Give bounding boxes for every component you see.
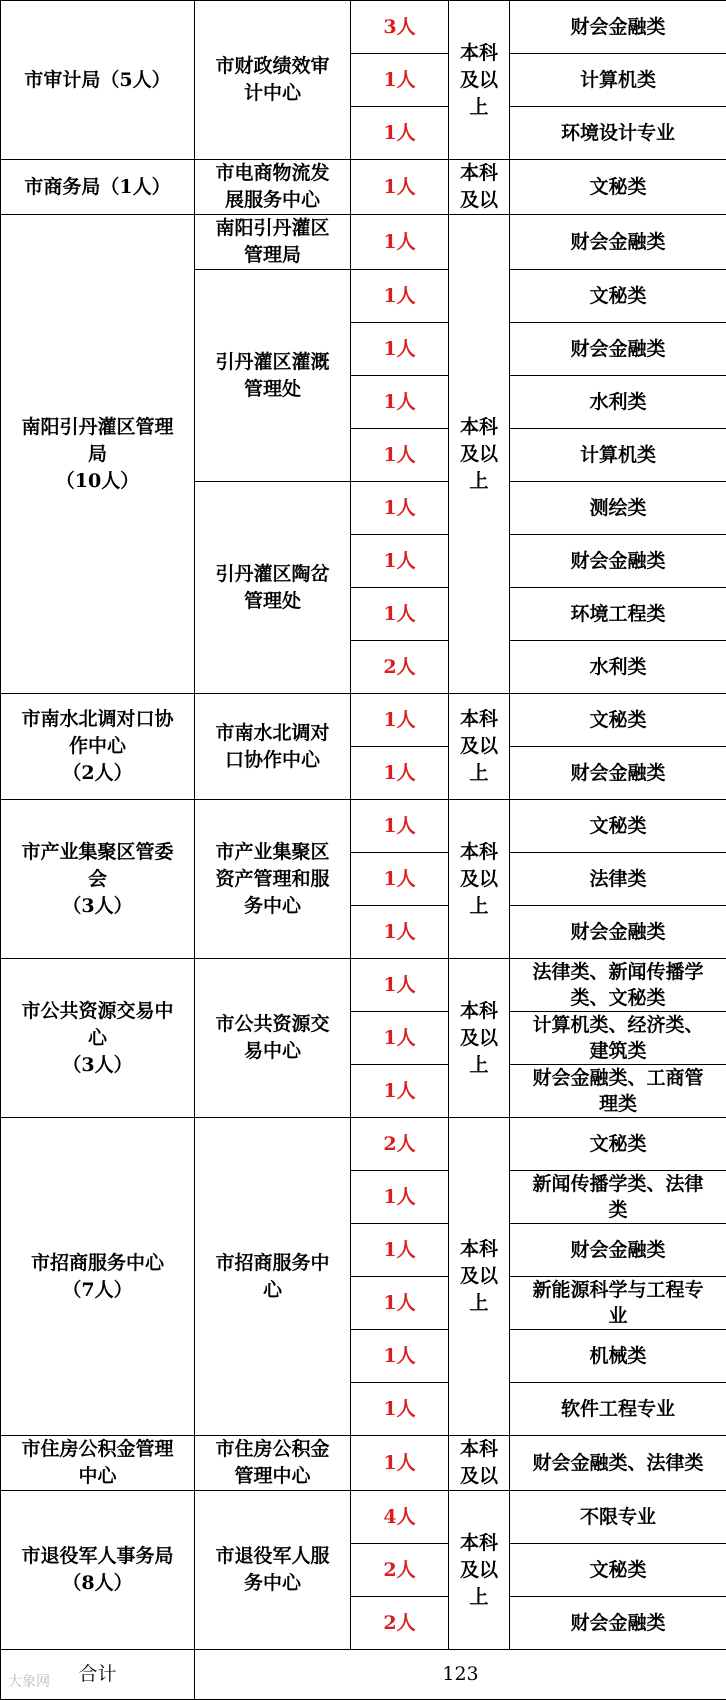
table-row — [1, 1118, 726, 1171]
text-line: 及以 — [451, 1263, 507, 1290]
major-cell — [510, 1118, 726, 1171]
text-line: 机械类 — [512, 1343, 724, 1369]
text-line: 管理局 — [197, 242, 348, 269]
headcount-cell: 1人 — [351, 482, 449, 535]
education-cell — [449, 160, 510, 215]
text-line: 本科 — [451, 706, 507, 733]
text-line: 上 — [451, 1290, 507, 1317]
major-cell — [510, 429, 726, 482]
text-line: 市南水北调对 — [197, 720, 348, 747]
text-line: 计中心 — [197, 80, 348, 107]
table-row — [1, 959, 726, 1012]
text-line: 新能源科学与工程专 — [512, 1277, 724, 1303]
headcount-cell: 4人 — [351, 1491, 449, 1544]
department-cell — [1, 800, 195, 959]
text-line: 不限专业 — [512, 1504, 724, 1530]
headcount-cell: 1人 — [351, 535, 449, 588]
text-line: 业 — [512, 1303, 724, 1329]
table-row — [1, 215, 726, 270]
text-line: 市产业集聚区 — [197, 839, 348, 866]
major-cell — [510, 1544, 726, 1597]
headcount-cell: 1人 — [351, 1065, 449, 1118]
text-line: 市商务局（1人） — [3, 174, 192, 201]
headcount-cell: 1人 — [351, 1171, 449, 1224]
text-line: 本科 — [451, 1530, 507, 1557]
text-line: （8人） — [3, 1570, 192, 1597]
headcount-cell: 1人 — [351, 54, 449, 107]
text-line: 展服务中心 — [197, 187, 348, 214]
text-line: 上 — [451, 94, 507, 121]
text-line: 会 — [3, 866, 192, 893]
major-cell — [510, 1436, 726, 1491]
text-line: 财会金融类 — [512, 1237, 724, 1263]
text-line: 本科 — [451, 1436, 507, 1463]
text-line: 理类 — [512, 1091, 724, 1117]
text-line: 计算机类 — [512, 442, 724, 468]
major-cell — [510, 323, 726, 376]
table-row — [1, 160, 726, 215]
major-cell — [510, 1012, 726, 1065]
unit-cell — [195, 1, 351, 160]
text-line: （3人） — [3, 1052, 192, 1079]
headcount-cell: 2人 — [351, 1544, 449, 1597]
text-line: 财会金融类 — [512, 760, 724, 786]
unit-cell — [195, 160, 351, 215]
headcount-cell: 1人 — [351, 107, 449, 160]
text-line: 上 — [451, 468, 507, 495]
major-cell — [510, 959, 726, 1012]
text-line: 口协作中心 — [197, 747, 348, 774]
text-line: 市住房公积金管理 — [3, 1436, 192, 1463]
major-cell — [510, 1491, 726, 1544]
text-line: 本科 — [451, 839, 507, 866]
text-line: 法律类 — [512, 866, 724, 892]
education-cell — [449, 694, 510, 800]
major-cell — [510, 482, 726, 535]
major-cell — [510, 160, 726, 215]
text-line: 环境设计专业 — [512, 120, 724, 146]
text-line: 作中心 — [3, 733, 192, 760]
text-line: 财会金融类 — [512, 229, 724, 255]
text-line: 及以 — [451, 1463, 507, 1490]
headcount-cell: 1人 — [351, 853, 449, 906]
headcount-cell: 1人 — [351, 1224, 449, 1277]
watermark: 大象网 — [8, 1671, 50, 1691]
headcount-cell: 1人 — [351, 1330, 449, 1383]
department-cell — [1, 1436, 195, 1491]
text-line: 计算机类 — [512, 67, 724, 93]
text-line: 法律类、新闻传播学 — [512, 959, 724, 985]
major-cell — [510, 641, 726, 694]
text-line: 及以 — [451, 67, 507, 94]
text-line: 及以 — [451, 1025, 507, 1052]
unit-cell — [195, 1491, 351, 1650]
text-line: 新闻传播学类、法律 — [512, 1171, 724, 1197]
text-line: 管理中心 — [197, 1463, 348, 1490]
text-line: 心 — [197, 1277, 348, 1304]
text-line: 中心 — [3, 1463, 192, 1490]
major-cell — [510, 747, 726, 800]
text-line: 本科 — [451, 998, 507, 1025]
headcount-cell: 1人 — [351, 376, 449, 429]
major-cell — [510, 853, 726, 906]
major-cell — [510, 588, 726, 641]
text-line: 本科 — [451, 160, 507, 187]
text-line: 水利类 — [512, 389, 724, 415]
text-line: 上 — [451, 760, 507, 787]
unit-cell — [195, 694, 351, 800]
text-line: 引丹灌区灌溉 — [197, 349, 348, 376]
text-line: 环境工程类 — [512, 601, 724, 627]
text-line: 类 — [512, 1197, 724, 1223]
text-line: 及以 — [451, 187, 507, 214]
education-cell — [449, 1118, 510, 1436]
education-cell — [449, 1436, 510, 1491]
major-cell — [510, 800, 726, 853]
major-cell — [510, 694, 726, 747]
department-cell — [1, 1118, 195, 1436]
table-body — [1, 1, 726, 1650]
text-line: （2人） — [3, 760, 192, 787]
headcount-cell: 1人 — [351, 160, 449, 215]
major-cell — [510, 1, 726, 54]
unit-cell — [195, 215, 351, 270]
education-cell — [449, 1491, 510, 1650]
text-line: 市电商物流发 — [197, 160, 348, 187]
headcount-cell: 1人 — [351, 215, 449, 270]
text-line: 文秘类 — [512, 707, 724, 733]
text-line: 财会金融类、工商管 — [512, 1065, 724, 1091]
table-row — [1, 1491, 726, 1544]
headcount-cell: 1人 — [351, 959, 449, 1012]
text-line: 资产管理和服 — [197, 866, 348, 893]
text-line: 易中心 — [197, 1038, 348, 1065]
text-line: 计算机类、经济类、 — [512, 1012, 724, 1038]
text-line: 软件工程专业 — [512, 1396, 724, 1422]
headcount-cell: 1人 — [351, 270, 449, 323]
headcount-cell: 1人 — [351, 800, 449, 853]
text-line: 上 — [451, 893, 507, 920]
text-line: 及以 — [451, 1557, 507, 1584]
headcount-cell: 1人 — [351, 906, 449, 959]
text-line: 文秘类 — [512, 1131, 724, 1157]
department-cell — [1, 1, 195, 160]
text-line: （10人） — [3, 468, 192, 495]
total-value: 123 — [195, 1650, 726, 1700]
text-line: 测绘类 — [512, 495, 724, 521]
department-cell — [1, 959, 195, 1118]
headcount-cell: 1人 — [351, 694, 449, 747]
text-line: 上 — [451, 1052, 507, 1079]
text-line: 本科 — [451, 414, 507, 441]
headcount-cell: 2人 — [351, 641, 449, 694]
text-line: 财会金融类 — [512, 336, 724, 362]
major-cell — [510, 270, 726, 323]
text-line: 财会金融类、法律类 — [512, 1450, 724, 1476]
table-row — [1, 1, 726, 54]
unit-cell — [195, 1118, 351, 1436]
table-row — [1, 800, 726, 853]
major-cell — [510, 1330, 726, 1383]
unit-cell — [195, 270, 351, 482]
table-row — [1, 694, 726, 747]
headcount-cell: 1人 — [351, 1383, 449, 1436]
text-line: 南阳引丹灌区 — [197, 215, 348, 242]
text-line: 财会金融类 — [512, 919, 724, 945]
headcount-cell: 1人 — [351, 588, 449, 641]
major-cell — [510, 1597, 726, 1650]
major-cell — [510, 1224, 726, 1277]
text-line: 上 — [451, 1584, 507, 1611]
text-line: 类、文秘类 — [512, 985, 724, 1011]
headcount-cell: 1人 — [351, 747, 449, 800]
text-line: 心 — [3, 1025, 192, 1052]
text-line: 水利类 — [512, 654, 724, 680]
text-line: 本科 — [451, 1236, 507, 1263]
text-line: 财会金融类 — [512, 1610, 724, 1636]
major-cell — [510, 215, 726, 270]
unit-cell — [195, 482, 351, 694]
major-cell — [510, 906, 726, 959]
text-line: 市退役军人事务局 — [3, 1543, 192, 1570]
headcount-cell: 1人 — [351, 323, 449, 376]
education-cell — [449, 1, 510, 160]
text-line: 引丹灌区陶岔 — [197, 561, 348, 588]
unit-cell — [195, 1436, 351, 1491]
text-line: 财会金融类 — [512, 548, 724, 574]
text-line: 市南水北调对口协 — [3, 706, 192, 733]
department-cell — [1, 694, 195, 800]
major-cell — [510, 1065, 726, 1118]
unit-cell — [195, 959, 351, 1118]
education-cell — [449, 959, 510, 1118]
text-line: 务中心 — [197, 1570, 348, 1597]
major-cell — [510, 1171, 726, 1224]
text-line: 财会金融类 — [512, 14, 724, 40]
text-line: 市公共资源交 — [197, 1011, 348, 1038]
major-cell — [510, 107, 726, 160]
headcount-cell: 1人 — [351, 429, 449, 482]
text-line: 南阳引丹灌区管理 — [3, 414, 192, 441]
text-line: 文秘类 — [512, 1557, 724, 1583]
text-line: 市财政绩效审 — [197, 53, 348, 80]
education-cell — [449, 800, 510, 959]
headcount-cell: 2人 — [351, 1118, 449, 1171]
text-line: 市审计局（5人） — [3, 67, 192, 94]
total-row — [1, 1650, 726, 1700]
major-cell — [510, 535, 726, 588]
text-line: 文秘类 — [512, 283, 724, 309]
education-cell — [449, 215, 510, 694]
department-cell — [1, 1491, 195, 1650]
text-line: 及以 — [451, 866, 507, 893]
department-cell — [1, 160, 195, 215]
text-line: 务中心 — [197, 893, 348, 920]
table-row — [1, 1436, 726, 1491]
text-line: 市退役军人服 — [197, 1543, 348, 1570]
text-line: 及以 — [451, 441, 507, 468]
headcount-cell: 3人 — [351, 1, 449, 54]
unit-cell — [195, 800, 351, 959]
text-line: 本科 — [451, 40, 507, 67]
headcount-cell: 1人 — [351, 1277, 449, 1330]
headcount-cell: 1人 — [351, 1012, 449, 1065]
major-cell — [510, 376, 726, 429]
major-cell — [510, 54, 726, 107]
text-line: 市产业集聚区管委 — [3, 839, 192, 866]
text-line: 及以 — [451, 733, 507, 760]
major-cell — [510, 1277, 726, 1330]
headcount-cell: 2人 — [351, 1597, 449, 1650]
text-line: 文秘类 — [512, 813, 724, 839]
text-line: 市住房公积金 — [197, 1436, 348, 1463]
total-label: 合计 — [1, 1650, 195, 1700]
text-line: 市公共资源交易中 — [3, 998, 192, 1025]
major-cell — [510, 1383, 726, 1436]
text-line: 管理处 — [197, 376, 348, 403]
text-line: 市招商服务中 — [197, 1250, 348, 1277]
text-line: 文秘类 — [512, 174, 724, 200]
text-line: 管理处 — [197, 588, 348, 615]
text-line: （3人） — [3, 893, 192, 920]
headcount-cell: 1人 — [351, 1436, 449, 1491]
text-line: 市招商服务中心 — [3, 1250, 192, 1277]
total-section — [1, 1650, 726, 1700]
text-line: 建筑类 — [512, 1038, 724, 1064]
department-cell — [1, 215, 195, 694]
text-line: 局 — [3, 441, 192, 468]
text-line: （7人） — [3, 1277, 192, 1304]
